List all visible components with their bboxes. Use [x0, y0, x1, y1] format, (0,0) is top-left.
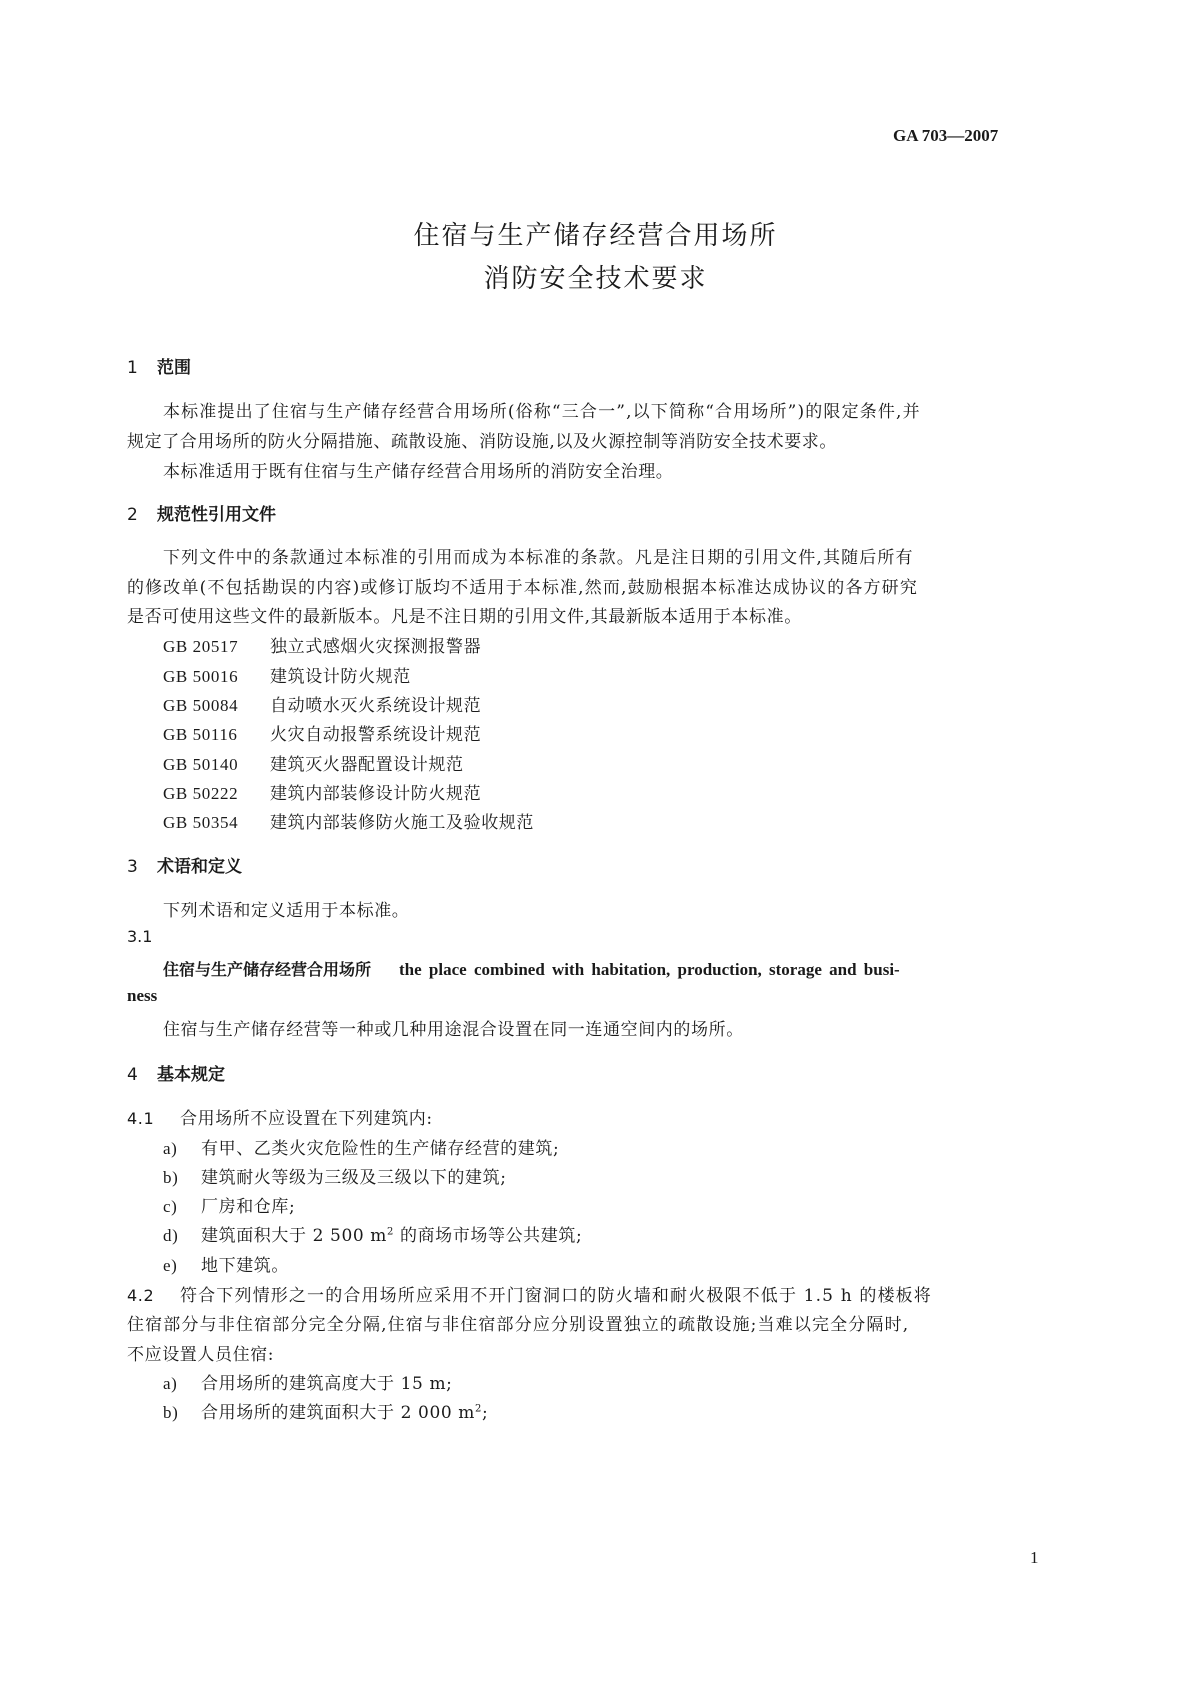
document-title-line1: 住宿与生产储存经营合用场所 [413, 221, 778, 251]
list-item [163, 1398, 488, 1423]
paragraph-line: 下列文件中的条款通过本标准的引用而成为本标准的条款。凡是注日期的引用文件,其随后所有 [163, 548, 914, 568]
section-title: 术语和定义 [157, 857, 242, 877]
paragraph-line: 规定了合用场所的防火分隔措施、疏散设施、消防设施,以及火源控制等消防安全技术要求。 [127, 432, 838, 452]
reference-item [163, 691, 481, 716]
term-chinese: 住宿与生产储存经营合用场所 [163, 960, 372, 979]
term-number: 3.1 [127, 927, 153, 946]
term-english-continued: ness [127, 986, 158, 1005]
list-item [163, 1369, 453, 1394]
clause-number: 4.1 [127, 1109, 155, 1128]
list-text-tail: ; [481, 1403, 489, 1423]
list-text: 地下建筑。 [201, 1256, 289, 1276]
term-definition: 住宿与生产储存经营等一种或几种用途混合设置在同一连通空间内的场所。 [163, 1020, 744, 1040]
reference-code: GB 50084 [163, 696, 239, 715]
section-title: 范围 [157, 358, 191, 378]
section-title: 基本规定 [157, 1065, 225, 1085]
paragraph-line: 本标准适用于既有住宿与生产储存经营合用场所的消防安全治理。 [163, 462, 674, 482]
paragraph-line: 住宿部分与非住宿部分完全分隔,住宿与非住宿部分应分别设置独立的疏散设施;当难以完全分隔时, [127, 1315, 910, 1335]
list-text: 厂房和仓库; [201, 1197, 296, 1217]
clause-text: 合用场所不应设置在下列建筑内: [180, 1109, 433, 1129]
list-label: a) [163, 1374, 178, 1393]
reference-title: 建筑内部装修防火施工及验收规范 [270, 813, 534, 833]
reference-title: 建筑设计防火规范 [270, 667, 411, 687]
reference-item [163, 808, 534, 833]
superscript: 2 [387, 1226, 394, 1238]
paragraph-line: 是否可使用这些文件的最新版本。凡是不注日期的引用文件,其最新版本适用于本标准。 [127, 607, 802, 627]
paragraph-line: 下列术语和定义适用于本标准。 [163, 901, 410, 921]
reference-title: 自动喷水灭火系统设计规范 [270, 696, 482, 716]
list-label: d) [163, 1226, 179, 1245]
list-label: e) [163, 1256, 178, 1275]
list-label: a) [163, 1139, 178, 1158]
reference-code: GB 50140 [163, 755, 239, 774]
reference-item [163, 662, 411, 687]
reference-code: GB 50354 [163, 813, 239, 832]
reference-item [163, 779, 481, 804]
clause-4-2 [127, 1281, 932, 1306]
clause-4-1 [127, 1104, 433, 1129]
paragraph-line: 的修改单(不包括勘误的内容)或修订版均不适用于本标准,然而,鼓励根据本标准达成协议的各方研究 [127, 578, 918, 598]
section-1-heading [127, 353, 191, 378]
list-text: 有甲、乙类火灾危险性的生产储存经营的建筑; [201, 1139, 560, 1159]
list-text: 建筑耐火等级为三级及三级以下的建筑; [201, 1168, 507, 1188]
reference-item [163, 632, 481, 657]
reference-item [163, 750, 464, 775]
page-number: 1 [1030, 1548, 1039, 1567]
list-text-tail: 的商场市场等公共建筑; [393, 1226, 583, 1246]
section-number: 3 [127, 857, 138, 877]
reference-title: 建筑内部装修设计防火规范 [270, 784, 482, 804]
reference-title: 建筑灭火器配置设计规范 [270, 755, 464, 775]
section-number: 1 [127, 358, 138, 378]
list-label: b) [163, 1403, 179, 1422]
standard-code: GA 703—2007 [893, 126, 999, 145]
reference-code: GB 50222 [163, 784, 239, 803]
section-3-heading [127, 852, 242, 877]
section-4-heading [127, 1060, 225, 1085]
list-text: 合用场所的建筑面积大于 2 000 m [201, 1403, 475, 1423]
document-title-line2: 消防安全技术要求 [483, 264, 708, 294]
paragraph-line: 不应设置人员住宿: [127, 1345, 275, 1365]
term-english: the place combined with habitation, production, storage and busi- [399, 960, 900, 979]
clause-text: 符合下列情形之一的合用场所应采用不开门窗洞口的防火墙和耐火极限不低于 1.5 h 的楼板将 [180, 1286, 932, 1306]
section-number: 4 [127, 1065, 138, 1085]
list-item [163, 1163, 507, 1188]
term-heading [163, 957, 900, 980]
list-item [163, 1251, 289, 1276]
paragraph-line: 本标准提出了住宿与生产储存经营合用场所(俗称“三合一”,以下简称“合用场所”)的限定条件,并 [163, 402, 921, 422]
reference-code: GB 50016 [163, 667, 239, 686]
reference-item [163, 720, 481, 745]
section-title: 规范性引用文件 [157, 505, 276, 525]
list-label: c) [163, 1197, 178, 1216]
list-item [163, 1221, 582, 1246]
clause-number: 4.2 [127, 1286, 155, 1305]
reference-title: 火灾自动报警系统设计规范 [270, 725, 482, 745]
list-text: 建筑面积大于 2 500 m [201, 1226, 387, 1246]
reference-code: GB 50116 [163, 725, 238, 744]
reference-title: 独立式感烟火灾探测报警器 [270, 637, 482, 657]
section-2-heading [127, 500, 276, 525]
superscript: 2 [475, 1403, 482, 1415]
list-label: b) [163, 1168, 179, 1187]
list-item [163, 1134, 559, 1159]
reference-code: GB 20517 [163, 637, 239, 656]
list-text: 合用场所的建筑高度大于 15 m; [201, 1374, 453, 1394]
section-number: 2 [127, 505, 138, 525]
list-item [163, 1192, 295, 1217]
